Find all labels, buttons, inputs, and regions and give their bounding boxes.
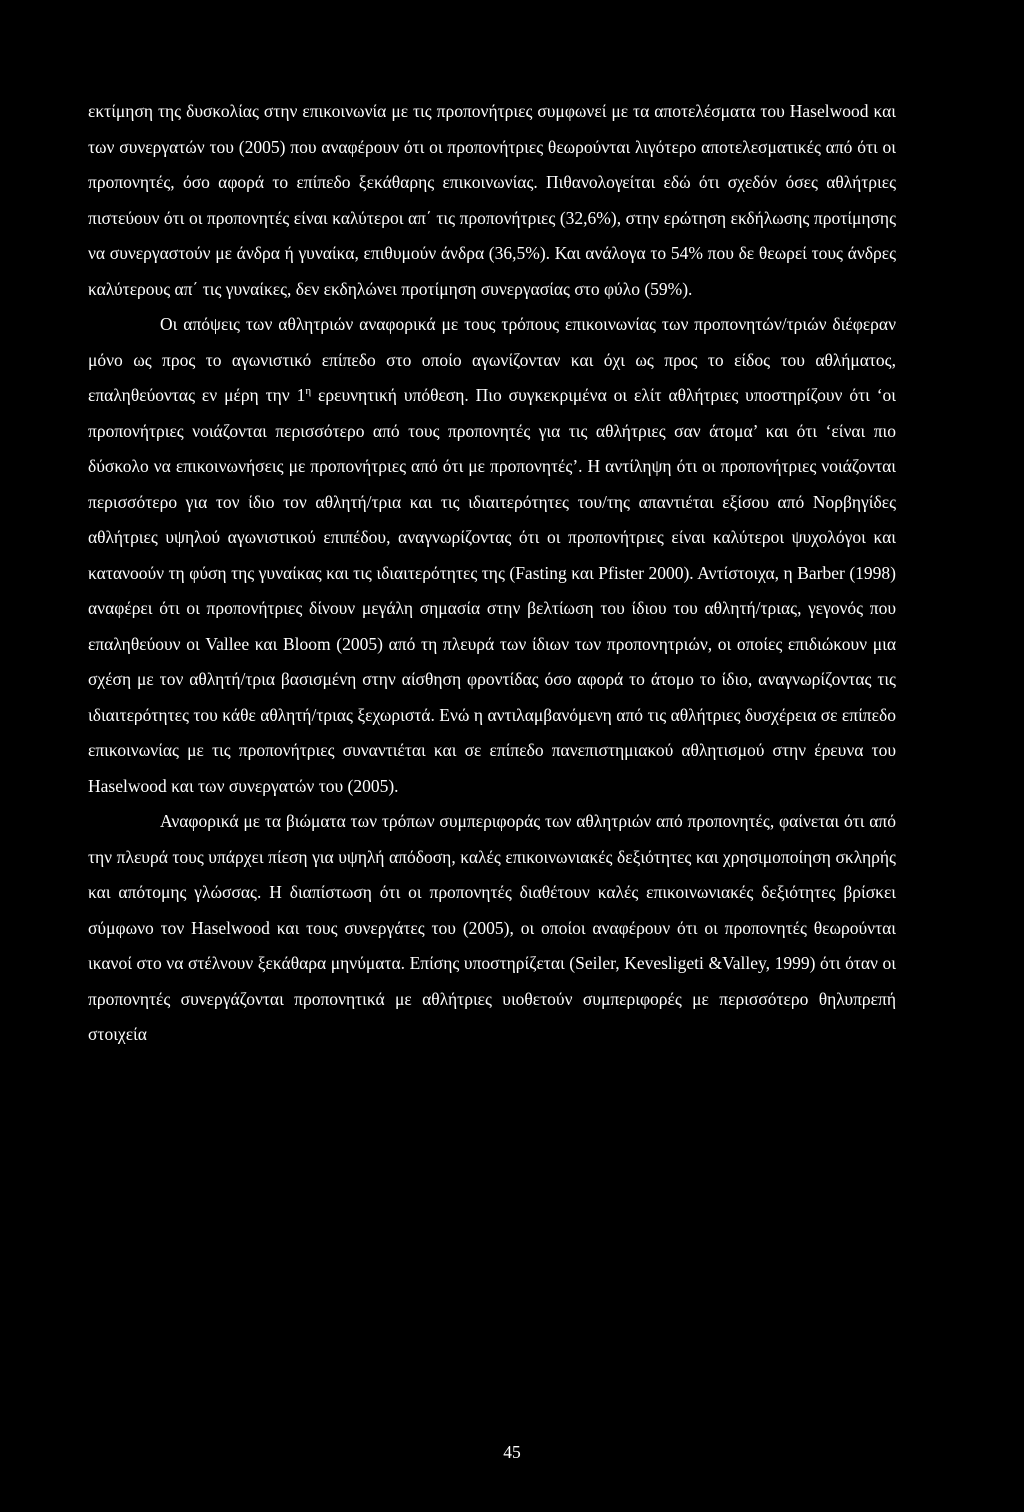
paragraph-2-text-end: ερευνητική υπόθεση. Πιο συγκεκριμένα οι ελίτ αθλήτριες υποστηρίζουν ότι ‘οι προπονήτριες νοιάζονται περισσότερο από τους προπονητές για τις αθλήτριες σαν άτομα’ και ότι ‘είναι πιο δύσκολο να επικοινωνήσεις με προπονήτριες από ότι με προπονητές’. Η αντίληψη ότι οι προπονήτριες νοιάζονται περισσότερο για τον ίδιο τον αθλητή/τρια και τις ιδιαιτερότητες του/της απαντιέται εξίσου από Νορβηγίδες αθλήτριες υψηλού αγωνιστικού επιπέδου, αναγνωρίζοντας ότι οι προπονήτριες είναι καλύτεροι ψυχολόγοι και κατανοούν τη φύση της γυναίκας και τις ιδιαιτερότητες της (Fasting και Pfister 2000). Αντίστοιχα, η Barber (1998) αναφέρει ότι οι προπονήτριες δίνουν μεγάλη σημασία στην βελτίωση του ίδιου του αθλητή/τριας, γεγονός που επαληθεύουν οι Vallee και Bloom (2005) από τη πλευρά των ίδιων των προπονητριών, οι οποίες επιδιώκουν μια σχέση με τον αθλητή/τρια βασισμένη στην αίσθηση φροντίδας όσο αφορά το άτομο το ίδιο, αναγνωρίζοντας τις ιδιαιτερότητες του κάθε αθλητή/τριας ξεχωριστά. Ενώ η αντιλαμβανόμενη από τις αθλήτριες δυσχέρεια σε επίπεδο επικοινωνίας με τις προπονήτριες συναντιέται και σε επίπεδο πανεπιστημιακού αθλητισμού στην έρευνα του Haselwood και των συνεργατών του (2005). (88, 385, 896, 796)
paragraph-2 (88, 307, 896, 804)
ordinal-superscript: η (305, 385, 312, 398)
paragraph-1: εκτίμηση της δυσκολίας στην επικοινωνία με τις προπονήτριες συμφωνεί με τα αποτελέσματα του Haselwood και των συνεργατών του (2005) που αναφέρουν ότι οι προπονήτριες θεωρούνται λιγότερο αποτελεσματικές από ότι οι προπονητές, όσο αφορά το επίπεδο ξεκάθαρης επικοινωνίας. Πιθανολογείται εδώ ότι σχεδόν όσες αθλήτριες πιστεύουν ότι οι προπονητές είναι καλύτεροι απ΄ τις προπονήτριες (32,6%), στην ερώτηση εκδήλωσης προτίμησης να συνεργαστούν με άνδρα ή γυναίκα, επιθυμούν άνδρα (36,5%). Και ανάλογα το 54% που δε θεωρεί τους άνδρες καλύτερους απ΄ τις γυναίκες, δεν εκδηλώνει προτίμηση συνεργασίας στο φύλο (59%). (88, 101, 896, 299)
paragraph-2-text-start: Οι απόψεις των αθλητριών αναφορικά με τους τρόπους επικοινωνίας των προπονητών/τριών διέφεραν μόνο ως προς το αγωνιστικό επίπεδο στο οποίο αγωνίζονταν και όχι ως προς το είδος του αθλήματος, επαληθεύοντας εν μέρη την 1 (88, 314, 896, 405)
page-number: 45 (503, 1442, 521, 1462)
paragraph-3: Αναφορικά με τα βιώματα των τρόπων συμπεριφοράς των αθλητριών από προπονητές, φαίνεται ότι από την πλευρά τους υπάρχει πίεση για υψηλή απόδοση, καλές επικοινωνιακές δεξιότητες και χρησιμοποίηση σκληρής και απότομης γλώσσας. Η διαπίστωση ότι οι προπονητές διαθέτουν καλές επικοινωνιακές δεξιότητες βρίσκει σύμφωνο τον Haselwood και τους συνεργάτες του (2005), οι οποίοι αναφέρουν ότι οι προπονητές θεωρούνται ικανοί στο να στέλνουν ξεκάθαρα μηνύματα. Επίσης υποστηρίζεται (Seiler, Kevesligeti &Valley, 1999) ότι όταν οι προπονητές συνεργάζονται προπονητικά με αθλήτριες υιοθετούν συμπεριφορές με περισσότερο θηλυπρεπή στοιχεία (88, 811, 896, 1044)
page-body-text (88, 94, 896, 1053)
